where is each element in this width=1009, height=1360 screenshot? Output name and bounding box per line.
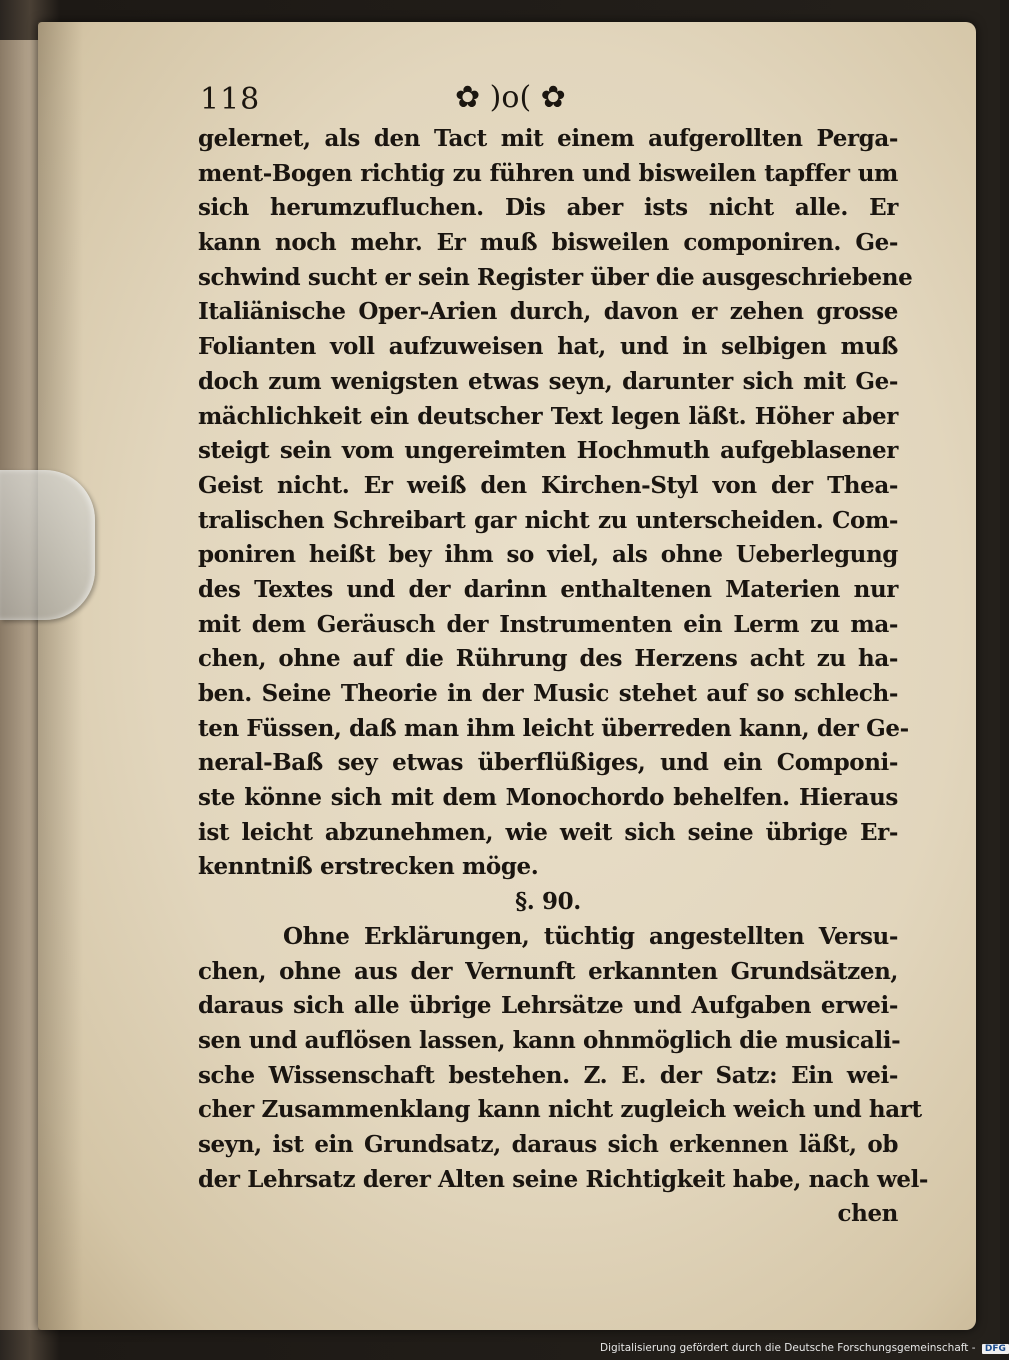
text-line: ist leicht abzunehmen, wie weit sich seine übrige Er- [198,818,898,846]
text-line: doch zum wenigsten etwas seyn, darunter sich mit Ge- [198,367,898,395]
text-line: kann noch mehr. Er muß bisweilen componiren. Ge- [198,229,898,257]
text-line: chen, ohne auf die Rührung des Herzens acht zu ha- [198,645,898,673]
text-line: des Textes und der darinn enthaltenen Materien nur [198,575,898,603]
gutter-shadow [38,22,83,1330]
text-line: steigt sein vom ungereimten Hochmuth aufgeblasener [198,437,898,465]
page-number: 118 [200,82,261,117]
text-line: ment-Bogen richtig zu führen und bisweilen tapffer um [198,159,898,187]
text-line: poniren heißt bey ihm so viel, als ohne Ueberlegung [198,541,898,569]
text-line: chen, ohne aus der Vernunft erkannten Grundsätzen, [198,957,898,985]
text-line: gelernet, als den Tact mit einem aufgerollten Perga- [198,125,898,152]
text-line: kenntniß erstrecken möge. [198,853,539,881]
plastic-page-clip [0,470,95,620]
text-line: cher Zusammenklang kann nicht zugleich weich und hart [198,1096,922,1124]
text-line: daraus sich alle übrige Lehrsätze und Aufgaben erwei- [198,992,898,1020]
text-line: neral-Baß sey etwas überflüßiges, und ein Componi- [198,749,898,777]
page-header [200,82,900,122]
body-text [198,122,929,1232]
text-line: Ohne Erklärungen, tüchtig angestellten Versu- [283,922,898,950]
catchword: chen [837,1200,898,1228]
digitization-credit [600,1342,1009,1354]
header-ornament: ✿ )o( ✿ [455,80,566,115]
text-line: sche Wissenschaft bestehen. Z. E. der Satz: Ein wei- [198,1061,898,1089]
text-line: ste könne sich mit dem Monochordo behelfen. Hieraus [198,784,898,812]
text-line: seyn, ist ein Grundsatz, daraus sich erkennen läßt, ob [198,1130,898,1158]
text-line: Italiänische Oper-Arien durch, davon er zehen grosse [198,298,898,326]
text-line: mit dem Geräusch der Instrumenten ein Lerm zu ma- [198,610,898,638]
text-line: mächlichkeit ein deutscher Text legen läßt. Höher aber [198,402,898,430]
text-line: Geist nicht. Er weiß den Kirchen-Styl von der Thea- [198,471,898,499]
text-line: schwind sucht er sein Register über die ausgeschriebene [198,263,913,291]
text-line: sen und auflösen lassen, kann ohnmöglich die musicali- [198,1026,901,1054]
dfg-logo: DFG [982,1344,1009,1354]
text-line: Folianten voll aufzuweisen hat, und in selbigen muß [198,333,898,361]
text-line: tralischen Schreibart gar nicht zu unterscheiden. Com- [198,506,898,534]
credit-text: Digitalisierung gefördert durch die Deutsche Forschungsgemeinschaft - [600,1342,976,1354]
text-line: ten Füssen, daß man ihm leicht überreden kann, der Ge- [198,714,909,742]
text-line: sich herumzufluchen. Dis aber ists nicht alle. Er [198,194,898,222]
section-heading: §. 90. [515,888,581,916]
text-line: ben. Seine Theorie in der Music stehet auf so schlech- [198,680,898,707]
text-line: der Lehrsatz derer Alten seine Richtigkeit habe, nach wel- [198,1165,929,1193]
